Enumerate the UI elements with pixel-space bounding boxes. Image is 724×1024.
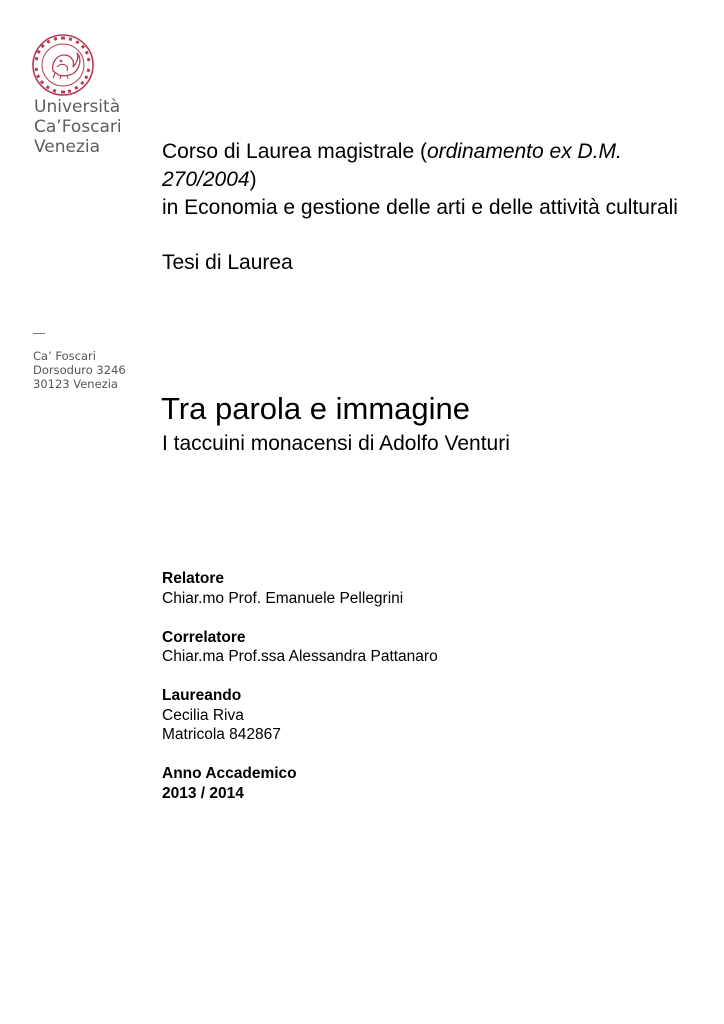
- university-name-line: Università: [34, 97, 121, 117]
- correlatore-value: Chiar.ma Prof.ssa Alessandra Pattanaro: [162, 648, 438, 665]
- university-name-line: Venezia: [34, 137, 101, 157]
- laureando-label: Laureando: [162, 687, 242, 704]
- address-line: Ca’ Foscari: [33, 349, 96, 363]
- university-seal-logo: [31, 33, 95, 97]
- correlatore-block: [162, 628, 438, 667]
- course-ordinamento: ordinamento ex D.M. 270/2004: [162, 140, 622, 191]
- laureando-name: Cecilia Riva: [162, 706, 244, 724]
- university-address: [33, 349, 126, 391]
- anno-block: [162, 764, 438, 803]
- correlatore-label: Correlatore: [162, 628, 246, 646]
- people-section: [162, 569, 438, 823]
- university-name: [34, 97, 122, 157]
- course-program: in Economia e gestione delle arti e delle attività culturali: [162, 196, 678, 219]
- laureando-matricola: Matricola 842867: [162, 726, 281, 743]
- laureando-block: [162, 686, 438, 745]
- relatore-block: [162, 569, 438, 608]
- thesis-type: Tesi di Laurea: [162, 251, 293, 274]
- main-content: [162, 138, 682, 277]
- address-line: 30123 Venezia: [33, 377, 118, 391]
- anno-value: 2013 / 2014: [162, 784, 244, 802]
- address-line: Dorsoduro 3246: [33, 363, 126, 377]
- course-suffix: ): [249, 168, 257, 191]
- thesis-subtitle: I taccuini monacensi di Adolfo Venturi: [162, 432, 510, 455]
- divider-dash: [33, 333, 45, 334]
- course-description: [162, 138, 682, 222]
- anno-label: Anno Accademico: [162, 765, 297, 782]
- relatore-label: Relatore: [162, 570, 225, 587]
- university-name-line: Ca’Foscari: [34, 117, 122, 137]
- course-prefix: Corso di Laurea magistrale (: [162, 140, 427, 163]
- relatore-value: Chiar.mo Prof. Emanuele Pellegrini: [162, 589, 404, 607]
- thesis-title: Tra parola e immagine: [161, 391, 470, 426]
